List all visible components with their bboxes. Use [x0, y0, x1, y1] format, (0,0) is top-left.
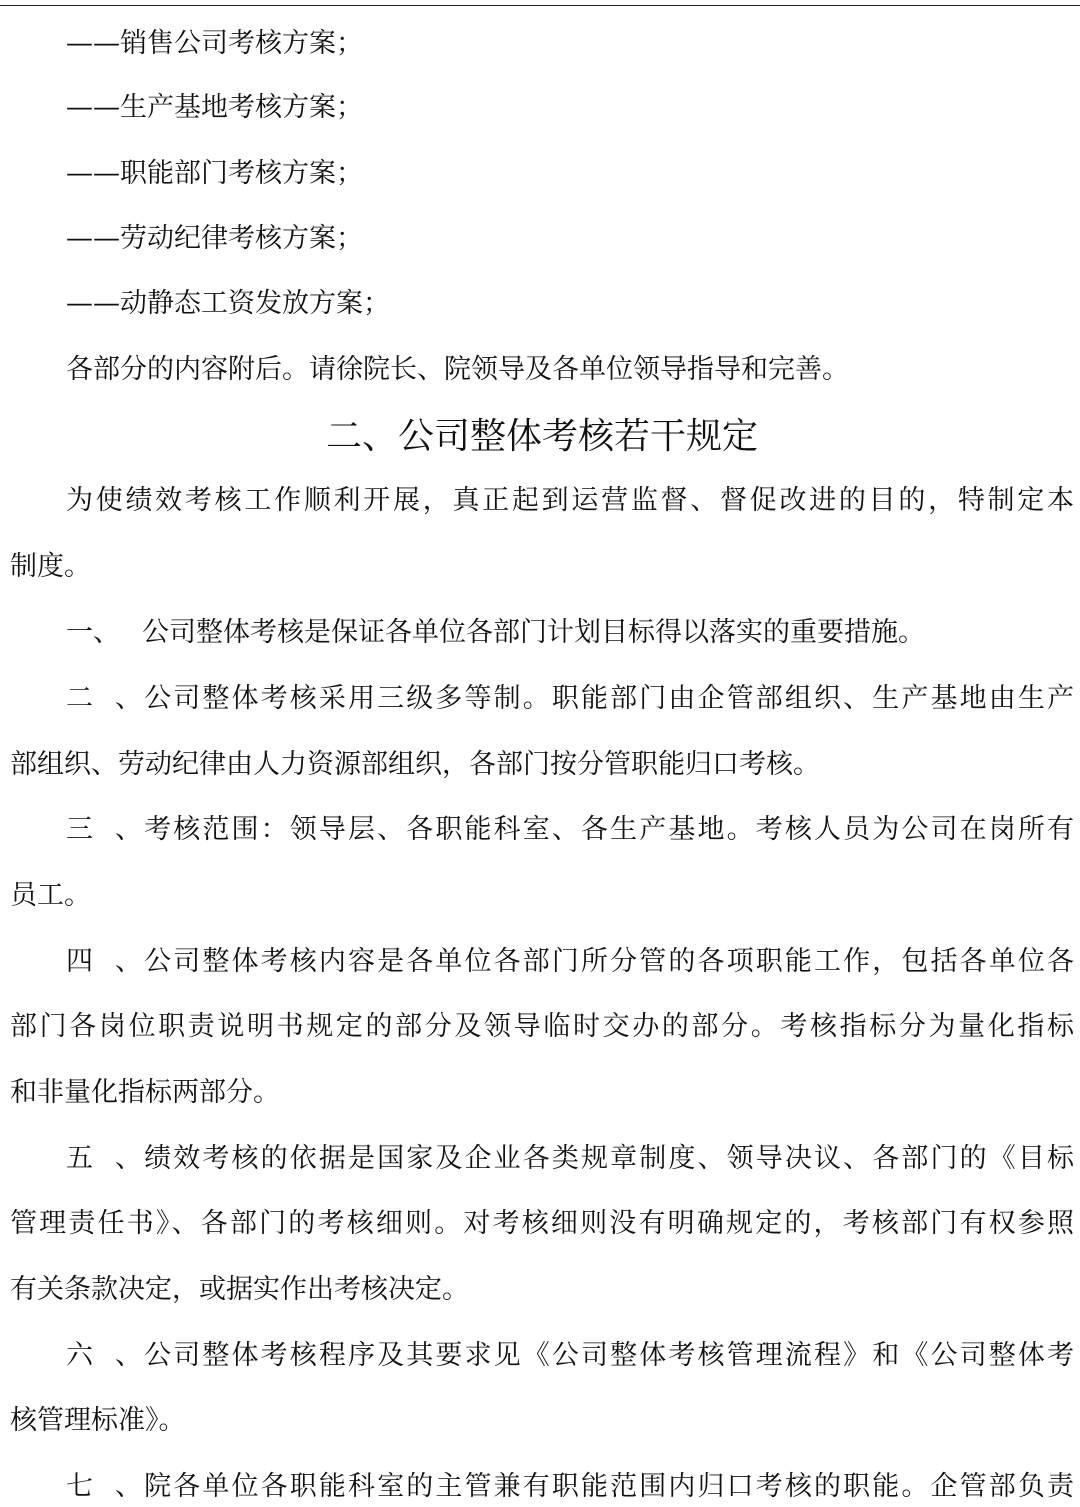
clause-continuation: 部组织、劳动纪律由人力资源部组织，各部门按分管职能归口考核。 [10, 749, 820, 780]
list-item: ——职能部门考核方案； [66, 158, 363, 189]
list-item: ——生产基地考核方案； [66, 92, 363, 123]
clause-text: 公司整体考核程序及其要求见《公司整体考核管理流程》和《公司整体考 [142, 1340, 1074, 1371]
clause-continuation: 员工。 [10, 880, 91, 911]
clause [10, 810, 1074, 850]
clause-number: 四、 [66, 946, 142, 977]
clause-number: 六、 [66, 1340, 142, 1371]
clause [10, 613, 1074, 653]
clause-continuation: 部门各岗位职责说明书规定的部分及领导临时交办的部分。考核指标分为量化指标 [10, 1011, 1074, 1042]
clause-continuation: 有关条款决定，或据实作出考核决定。 [10, 1274, 469, 1305]
clause [10, 679, 1074, 719]
clause-text: 考核范围：领导层、各职能科室、各生产基地。考核人员为公司在岗所有 [142, 814, 1074, 845]
section-title: 二、公司整体考核若干规定 [325, 416, 758, 457]
clause-number: 二、 [66, 683, 142, 714]
intro-note: 各部分的内容附后。请徐院长、院领导及各单位领导指导和完善。 [66, 354, 849, 385]
clause-number: 一、 [66, 617, 120, 648]
clause-continuation: 和非量化指标两部分。 [10, 1077, 280, 1108]
clause [10, 942, 1074, 982]
clause-text: 公司整体考核是保证各单位各部门计划目标得以落实的重要措施。 [142, 617, 925, 648]
clause-number: 七、 [66, 1471, 142, 1502]
clause-number: 五、 [66, 1143, 142, 1174]
clause-number: 三、 [66, 814, 142, 845]
clause [10, 1467, 1074, 1507]
list-item: ——劳动纪律考核方案； [66, 223, 363, 254]
list-item: ——动静态工资发放方案； [66, 288, 390, 319]
clause-text: 公司整体考核内容是各单位各部门所分管的各项职能工作，包括各单位各 [142, 946, 1074, 977]
clause [10, 1139, 1074, 1179]
clause [10, 1336, 1074, 1376]
list-item: ——销售公司考核方案； [66, 28, 363, 59]
preface-line: 为使绩效考核工作顺利开展，真正起到运营监督、督促改进的目的，特制定本 [66, 485, 1074, 516]
clause-continuation: 管理责任书》、各部门的考核细则。对考核细则没有明确规定的，考核部门有权参照 [10, 1208, 1074, 1239]
clause-text: 公司整体考核采用三级多等制。职能部门由企管部组织、生产基地由生产 [142, 683, 1074, 714]
preface-line: 制度。 [10, 551, 91, 582]
top-rule [0, 5, 1080, 6]
clause-continuation: 核管理标准》。 [10, 1405, 186, 1436]
clause-text: 院各单位各职能科室的主管兼有职能范围内归口考核的职能。企管部负责 [142, 1471, 1074, 1502]
clause-text: 绩效考核的依据是国家及企业各类规章制度、领导决议、各部门的《目标 [142, 1143, 1074, 1174]
